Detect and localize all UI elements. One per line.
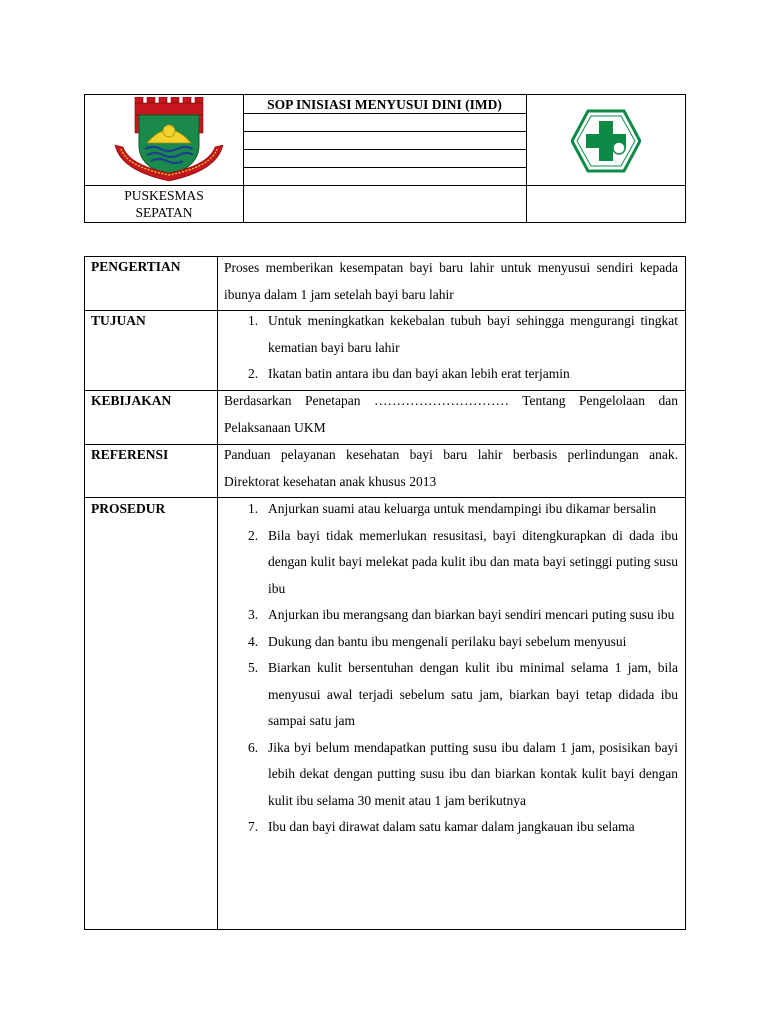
sop-table	[84, 256, 686, 930]
header-divider	[243, 167, 526, 168]
pengertian-text: Proses memberikan kesempatan bayi baru lahir untuk menyusui sendiri kepada ibunya dalam 1 jam setelah bayi baru lahir	[224, 260, 678, 302]
header-divider	[243, 149, 526, 150]
organization-name-line2: SEPATAN	[135, 205, 193, 220]
header-table	[84, 94, 686, 223]
kebijakan-text: Berdasarkan Penetapan ………………………… Tentang Pengelolaan dan Pelaksanaan UKM	[224, 393, 678, 435]
organization-name-line1: PUSKESMAS	[124, 188, 204, 203]
table-divider	[85, 929, 685, 930]
header-divider	[243, 131, 526, 132]
prosedur-list	[224, 496, 678, 841]
list-item: 7. Ibu dan bayi dirawat dalam satu kamar dalam jangkauan ibu selama	[248, 819, 635, 834]
row-label-kebijakan: KEBIJAKAN	[91, 393, 172, 408]
row-label-tujuan: TUJUAN	[91, 313, 146, 328]
list-item: 2. Ikatan batin antara ibu dan bayi akan lebih erat terjamin	[248, 366, 570, 381]
organization-name	[85, 187, 243, 221]
row-label-pengertian: PENGERTIAN	[91, 259, 181, 274]
header-divider	[526, 95, 527, 222]
list-item: 5. Biarkan kulit bersentuhan dengan kulit ibu minimal selama 1 jam, bila menyusui awal terjadi sebelum satu jam, biarkan bayi tetap didada ibu sampai satu jam	[248, 660, 678, 728]
list-item: 6. Jika byi belum mendapatkan putting susu ibu dalam 1 jam, posisikan bayi lebih dekat dengan putting susu ibu dan biarkan kontak kulit bayi dengan kulit ibu selama 30 menit atau 1 jam berikutnya	[248, 739, 678, 808]
table-divider	[217, 257, 218, 930]
header-divider	[243, 95, 244, 222]
list-item: 2. Bila bayi tidak memerlukan resusitasi, bayi ditengkurapkan di dada ibu dengan kulit bayi melekat pada kulit ibu dan mata bayi setinggi puting susu ibu	[248, 527, 678, 596]
list-item: 4. Dukung dan bantu ibu mengenali perilaku bayi sebelum menyusui	[248, 633, 627, 649]
list-item: 1. Anjurkan suami atau keluarga untuk mendampingi ibu dikamar bersalin	[248, 501, 657, 516]
list-item: 3. Anjurkan ibu merangsang dan biarkan bayi sendiri mencari puting susu ibu	[248, 607, 675, 622]
header-divider	[243, 113, 526, 114]
document-title: SOP INISIASI MENYUSUI DINI (IMD)	[267, 97, 502, 112]
puskesmas-logo	[571, 109, 641, 178]
referensi-text: Panduan pelayanan kesehatan bayi baru lahir berbasis perlindungan anak. Direktorat kesehatan anak khusus 2013	[224, 447, 678, 489]
tujuan-list	[224, 308, 678, 388]
list-item: 1. Untuk meningkatkan kekebalan tubuh bayi sehingga mengurangi tingkat kematian bayi baru lahir	[248, 313, 678, 355]
regency-crest-logo	[107, 97, 223, 190]
row-label-prosedur: PROSEDUR	[91, 501, 166, 516]
row-label-referensi: REFERENSI	[91, 447, 169, 462]
